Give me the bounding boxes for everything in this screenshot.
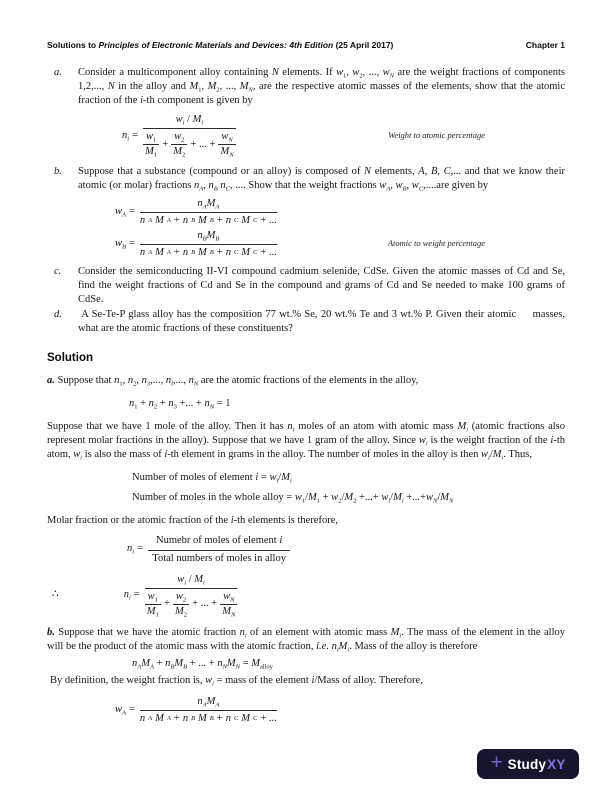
problem-text-a: Consider a multicomponent alloy containing N elements. If $w_1$, $w_2$, ..., $w_N$ are the weight fractions of components 1,2,..., N in the alloy and $M_1$, $M_2$, ..., $M_N$, are the respective atomic masses of the elements, show that the atomic fraction of the i-th component is given by <box>78 67 566 106</box>
fraction-numerator: $n_AM_A$ <box>140 695 277 711</box>
fraction-numerator: $n_AM_A$ <box>140 197 277 213</box>
mini-fraction: $w_1$ $M_1$ <box>145 591 161 618</box>
fraction-denominator: n A M A + n B M B + n C M C + ... <box>139 215 277 227</box>
problem-marker-d: d. <box>54 309 62 321</box>
mini-fraction: $\frac{w_2}{M_2}$ <box>171 131 187 158</box>
eq-lhs: $n_i$ <box>123 589 131 602</box>
fraction-denominator <box>143 129 236 158</box>
eq-lhs: $n_i$ <box>122 129 130 142</box>
studyxy-logo[interactable] <box>477 749 579 779</box>
eq-equals: = <box>129 206 135 218</box>
eq-lhs: $w_A$ <box>115 703 126 717</box>
by-definition-line: By definition, the weight fraction is, $w_i$ = mass of the element i/Mass of alloy. Therefore, <box>50 674 423 688</box>
mini-fraction: $\frac{w_N}{M_N}$ <box>218 131 235 158</box>
eq-equals: = <box>129 703 135 715</box>
problem-marker-a: a. <box>54 67 62 78</box>
eq-lhs: $w_A$ <box>115 206 126 219</box>
mini-fraction: $w_1$ $M_1$ <box>143 131 159 158</box>
fraction-numerator: $w_i / M_i$ <box>143 113 236 129</box>
problem-text-d: A Se-Te-P glass alloy has the composition 77 wt.% Se, 20 wt.% Te and 3 wt.% P. Given their atomic masses, what are the atomic fractions of these constituents? <box>78 309 565 335</box>
solution-marker-a: a. <box>47 375 55 387</box>
fraction-denominator <box>145 589 238 618</box>
moles-line-1: Number of moles of element $i = w_i/M_i$ <box>132 472 292 485</box>
equation-atomic-fraction <box>122 113 565 158</box>
chapter-label: Chapter 1 <box>525 40 565 50</box>
eq-lhs: $n_i$ <box>127 543 135 556</box>
page-header <box>47 40 565 50</box>
doc-header-title: Solutions to Principles of Electronic Materials and Devices: 4th Edition (25 April 2017) <box>47 40 394 50</box>
eq-equals: = <box>137 543 143 555</box>
problem-item-c <box>47 265 565 307</box>
solution-para-b: b. Suppose that we have the atomic fraction $n_i$ of an element with atomic mass $M_i$. The mass of the element in the alloy will be the product of the atomic mass with the atomic fraction, i.e. $n_iM_i$. Mass of the alloy is therefore <box>47 626 565 654</box>
eq-equals: = <box>133 589 140 601</box>
plus-icon: + <box>490 751 503 774</box>
equation-annotation: Atomic to weight percentage <box>387 238 485 249</box>
equation-wA <box>115 197 565 227</box>
dots-operator: + ... + <box>192 598 218 610</box>
brand-xy: XY <box>547 756 566 772</box>
fraction-numerator: Numebr of moles of element i <box>148 534 290 550</box>
mini-fraction: $\frac{w_N}{M_N}$ <box>220 591 237 618</box>
fraction-numerator: $w_i / M_i$ <box>145 573 238 589</box>
equation-sum: $n_1 + n_2 + n_3$ +... + $n_N = 1$ <box>129 398 231 411</box>
equation-molar-fraction <box>127 534 565 564</box>
fraction-denominator: n A M A + n B M B + n C M C + ... <box>139 712 277 724</box>
equation-therefore-atomic-fraction <box>52 573 565 618</box>
eq-equals: = <box>132 129 138 141</box>
solution-marker-b: b. <box>47 626 55 638</box>
plus-operator: + <box>162 138 169 150</box>
fraction-denominator: Total numbers of moles in alloy <box>152 552 286 564</box>
problem-item-b <box>47 165 565 193</box>
fraction <box>143 113 236 158</box>
fraction <box>140 695 277 725</box>
solution-heading: Solution <box>47 352 93 365</box>
fraction <box>145 573 238 618</box>
mini-fraction: $\frac{w_2}{M_2}$ <box>173 591 189 618</box>
therefore-symbol: ∴ <box>52 589 59 601</box>
molar-fraction-sentence: Molar fraction or the atomic fraction of the i-th elements is therefore, <box>47 515 338 527</box>
eq-equals: = <box>129 238 135 250</box>
fraction-numerator: $n_BM_B$ <box>140 229 277 245</box>
fraction <box>148 534 290 564</box>
equation-wA-final <box>115 695 565 725</box>
plus-operator: + <box>163 598 170 610</box>
eq-lhs: $w_B$ <box>115 238 126 251</box>
problem-item-a <box>47 66 565 108</box>
solution-para-a-intro: a. Suppose that $n_1$, $n_2$, $n_3$,..., $n_i$,..., $n_N$ are the atomic fractions of the elements in the alloy, <box>47 375 419 388</box>
equation-annotation: Weight to atomic percentage <box>388 129 485 140</box>
fraction <box>140 197 277 227</box>
problem-marker-b: b. <box>54 166 62 178</box>
problem-text-b: Suppose that a substance (compound or an alloy) is composed of N elements, A, B, C,... and that we know their atomic (or molar) fractions $n_A$, $n_B$ $n_C$, .... Show that the weight fractions $w_A$, $w_B$, $w_C,....are$ given by <box>78 166 565 193</box>
dots-operator: + ... + <box>190 138 216 150</box>
fraction-denominator: n A M A + n B M B + n C M C + ... <box>139 247 277 259</box>
problem-item-d <box>47 308 565 336</box>
solution-paragraph-1: Suppose that we have 1 mole of the alloy. Then it has $n_i$ moles of an atom with atomic mass $M_i$ (atomic fractions also represent molar fractions in the alloy). Suppose that we have 1 gram of the alloy. Since $w_i$ is the weight fraction of the i-th atom, $w_i$ is also the mass of i-th element in grams in the alloy. The number of moles in the alloy is then $w_i/M_i$. Thus, <box>47 421 566 462</box>
fraction <box>140 229 277 259</box>
moles-line-2: Number of moles in the whole alloy = $w_1/M_1 + w_2/M_2$ +...+ $w_i/M_i +...+w_N/M_N$ <box>132 492 454 505</box>
equation-alloy-mass: $n_AM_A + n_BM_B$ + ... + $n_NM_N = M_{alloy}$ <box>132 657 273 671</box>
problem-marker-c: c. <box>54 266 62 278</box>
equation-wB <box>115 229 565 259</box>
brand-study: Study <box>507 756 547 772</box>
problem-text-c: Consider the semiconducting II-VI compound cadmium selenide, CdSe. Given the atomic masses of Cd and Se, find the weight fractions of Cd and Se in the compound and grams of Cd and Se needed to make 100 grams of CdSe. <box>78 266 565 306</box>
